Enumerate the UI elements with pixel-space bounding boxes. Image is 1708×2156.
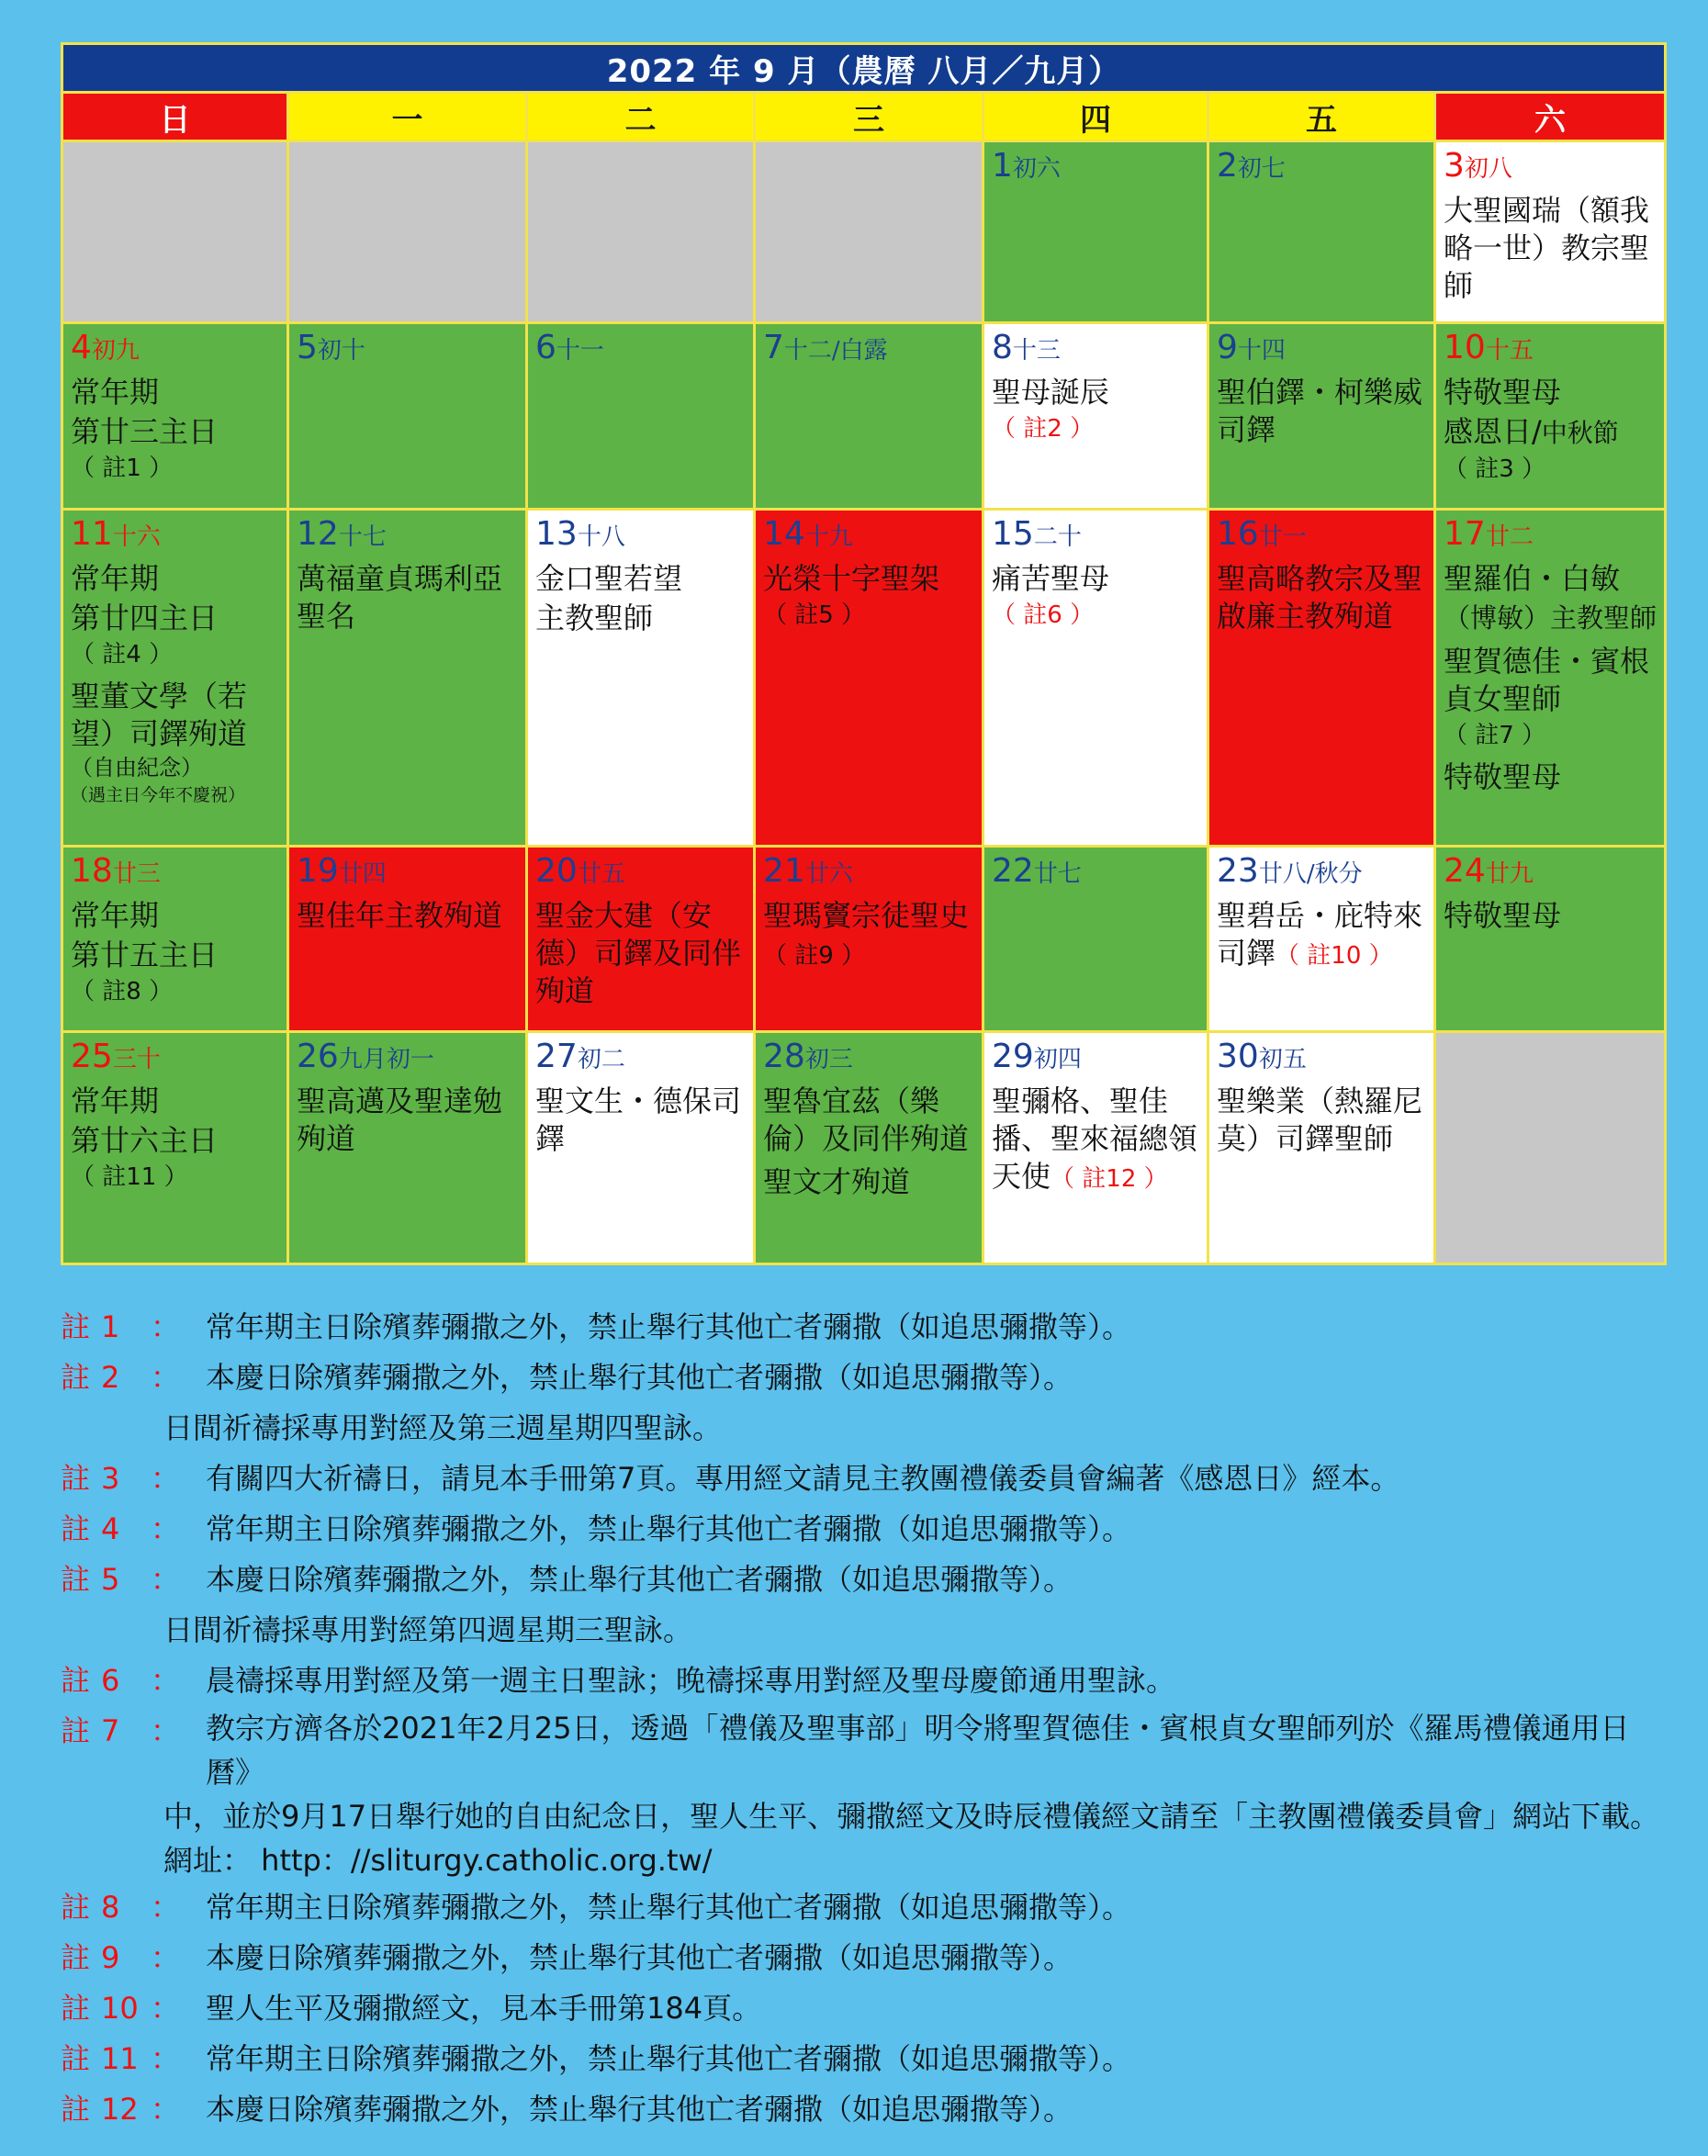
footnote-ref: （ 註7 ） — [1444, 722, 1546, 749]
lunar-date: 二十 — [1033, 523, 1082, 551]
feast-name: 感恩日/中秋節 — [1444, 414, 1619, 449]
day-cell-28 — [755, 1032, 983, 1264]
day-cell-22 — [983, 847, 1208, 1032]
footnote-ref: （ 註8 ） — [71, 978, 174, 1005]
lunar-date: 九月初一 — [338, 1046, 434, 1073]
weekday-tue: 二 — [527, 93, 755, 141]
day-number: 17 — [1444, 515, 1486, 553]
lunar-date: 廿六 — [804, 860, 853, 888]
lunar-date: 十七 — [338, 523, 387, 551]
footnote-1: 註 1 ： 常年期主日除殯葬彌撒之外，禁止舉行其他亡者彌撒（如追思彌撒等）。 — [61, 1309, 1132, 1344]
weekday-fri: 五 — [1208, 93, 1435, 141]
feast-name: 痛苦聖母 — [992, 561, 1110, 596]
feast-name: 金口聖若望 — [535, 561, 683, 596]
day-cell-18 — [62, 847, 288, 1032]
footnote-9: 註 9 ： 本慶日除殯葬彌撒之外，禁止舉行其他亡者彌撒（如追思彌撒等）。 — [61, 1940, 1073, 1975]
footnote-12: 註 12 ： 本慶日除殯葬彌撒之外，禁止舉行其他亡者彌撒（如追思彌撒等）。 — [61, 2092, 1073, 2127]
calendar-title: 2022 年 9 月（農曆 八月／九月） — [62, 44, 1666, 93]
lunar-date: 初四 — [1033, 1046, 1082, 1073]
feast-name: 聖瑪竇宗徒聖史（ 註9 ） — [763, 898, 970, 970]
day-cell-5 — [288, 323, 527, 510]
lunar-date: 初八 — [1464, 155, 1512, 183]
footnote-7-url: 網址： http：//sliturgy.catholic.org.tw/ — [163, 1843, 713, 1878]
day-number: 29 — [992, 1038, 1034, 1075]
footnote-ref: （ 註3 ） — [1444, 455, 1546, 483]
footnote-ref: （ 註9 ） — [763, 942, 866, 970]
day-number: 27 — [535, 1038, 578, 1075]
empty-day-cell — [288, 141, 527, 323]
footnote-ref: （ 註11 ） — [71, 1163, 188, 1191]
feast-name: 特敬聖母 — [1444, 759, 1562, 794]
footnote-5: 註 5 ： 本慶日除殯葬彌撒之外，禁止舉行其他亡者彌撒（如追思彌撒等）。 — [61, 1562, 1073, 1597]
weekday-sun: 日 — [62, 93, 288, 141]
empty-day-cell — [527, 141, 755, 323]
day-cell-10 — [1435, 323, 1666, 510]
day-cell-1 — [983, 141, 1208, 323]
feast-name: 光榮十字聖架 — [763, 561, 940, 596]
empty-day-cell — [755, 141, 983, 323]
day-cell-16 — [1208, 510, 1435, 847]
day-cell-3 — [1435, 141, 1666, 323]
feast-name: 第廿五主日 — [71, 938, 219, 972]
footnote-ref: （ 註10 ） — [1275, 942, 1393, 970]
day-cell-7 — [755, 323, 983, 510]
feast-name: 主教聖師 — [535, 601, 654, 635]
feast-name: 大聖國瑞（額我略一世）教宗聖師 — [1444, 193, 1650, 303]
day-cell-15 — [983, 510, 1208, 847]
lunar-date: 十三 — [1012, 337, 1061, 365]
footnote-ref: （ 註6 ） — [992, 601, 1095, 629]
lunar-date: 廿八/秋分 — [1258, 860, 1363, 888]
feast-name: 萬福童貞瑪利亞聖名 — [297, 561, 503, 634]
day-cell-23 — [1208, 847, 1435, 1032]
lunar-date: 十五 — [1485, 337, 1534, 365]
feast-name: 特敬聖母 — [1444, 898, 1562, 933]
day-number: 26 — [297, 1038, 339, 1075]
day-cell-14 — [755, 510, 983, 847]
lunar-date: 十四 — [1237, 337, 1286, 365]
footnote-ref: （ 註2 ） — [992, 415, 1095, 443]
lunar-date: 廿三 — [112, 860, 161, 888]
day-cell-21 — [755, 847, 983, 1032]
footnote-7: 註 7 ： 教宗方濟各於2021年2月25日，透過「禮儀及聖事部」明令將聖賀德佳・賓根貞女聖師列於《羅馬禮儀通用日曆》 — [61, 1711, 1630, 1790]
day-number: 4 — [71, 329, 92, 366]
day-cell-27 — [527, 1032, 755, 1264]
day-number: 19 — [297, 852, 339, 890]
day-number: 15 — [992, 515, 1034, 553]
day-number: 20 — [535, 852, 578, 890]
day-cell-6 — [527, 323, 755, 510]
footnotes — [61, 1302, 1664, 2135]
day-cell-8 — [983, 323, 1208, 510]
day-cell-20 — [527, 847, 755, 1032]
calendar-table — [61, 42, 1667, 1265]
lunar-date: 十二/白露 — [783, 337, 888, 365]
footnote-ref: （ 註5 ） — [763, 601, 866, 629]
feast-name: 常年期 — [71, 1084, 160, 1118]
day-number: 11 — [71, 515, 113, 553]
day-number: 21 — [763, 852, 805, 890]
footnote-2: 註 2 ： 本慶日除殯葬彌撒之外，禁止舉行其他亡者彌撒（如追思彌撒等）。 — [61, 1360, 1073, 1395]
empty-day-cell — [1435, 1032, 1666, 1264]
day-number: 18 — [71, 852, 113, 890]
feast-name: 聖魯宜茲（樂倫）及同伴殉道 — [763, 1084, 970, 1156]
feast-name: 聖樂業（熱羅尼莫）司鐸聖師 — [1217, 1084, 1423, 1156]
lunar-date: 十一 — [556, 337, 604, 365]
lunar-date: 三十 — [112, 1046, 161, 1073]
day-number: 12 — [297, 515, 339, 553]
feast-name: 第廿三主日 — [71, 414, 219, 449]
lunar-date: 十六 — [112, 523, 161, 551]
lunar-date: 廿四 — [338, 860, 387, 888]
day-cell-19 — [288, 847, 527, 1032]
lunar-date: 初五 — [1258, 1046, 1307, 1073]
day-number: 16 — [1217, 515, 1259, 553]
weekday-mon: 一 — [288, 93, 527, 141]
feast-rank: （自由紀念） — [71, 755, 203, 780]
feast-name: 聖金大建（安德）司鐸及同伴殉道 — [535, 898, 742, 1008]
day-cell-17 — [1435, 510, 1666, 847]
day-number: 25 — [71, 1038, 113, 1075]
feast-remark: （遇主日今年不慶祝） — [71, 785, 246, 805]
feast-name: 聖佳年主教殉道 — [297, 898, 503, 933]
lunar-date: 廿七 — [1033, 860, 1082, 888]
footnote-ref: （ 註4 ） — [71, 641, 174, 668]
footnote-6: 註 6 ： 晨禱採專用對經及第一週主日聖詠；晚禱採專用對經及聖母慶節通用聖詠。 — [61, 1663, 1176, 1698]
weekday-thu: 四 — [983, 93, 1208, 141]
feast-name: 第廿六主日 — [71, 1123, 219, 1158]
day-number: 10 — [1444, 329, 1486, 366]
day-number: 9 — [1217, 329, 1238, 366]
lunar-date: 廿一 — [1258, 523, 1307, 551]
lunar-date: 初二 — [577, 1046, 625, 1073]
day-cell-26 — [288, 1032, 527, 1264]
feast-name: 聖文才殉道 — [763, 1164, 911, 1199]
lunar-date: 初六 — [1012, 155, 1061, 183]
day-cell-13 — [527, 510, 755, 847]
footnote-3: 註 3 ： 有關四大祈禱日，請見本手冊第7頁。專用經文請見主教團禮儀委員會編著《感恩日》經本。 — [61, 1461, 1400, 1496]
footnote-ref: （ 註12 ） — [1051, 1165, 1168, 1193]
feast-name: 聖母誕辰 — [992, 375, 1110, 410]
lunar-date: 十八 — [577, 523, 625, 551]
day-number: 14 — [763, 515, 805, 553]
lunar-date: 初九 — [91, 337, 140, 365]
weekday-sat: 六 — [1435, 93, 1666, 141]
lunar-date: 初十 — [317, 337, 365, 365]
day-number: 28 — [763, 1038, 805, 1075]
feast-name: 聖羅伯・白敏 — [1444, 561, 1621, 596]
day-number: 1 — [992, 147, 1013, 185]
feast-name: 聖高略教宗及聖啟廉主教殉道 — [1217, 561, 1423, 634]
day-number: 30 — [1217, 1038, 1259, 1075]
feast-name: 聖賀德佳・賓根貞女聖師 — [1444, 644, 1650, 716]
day-number: 24 — [1444, 852, 1486, 890]
day-cell-30 — [1208, 1032, 1435, 1264]
feast-name: 常年期 — [71, 561, 160, 596]
feast-name: 聖伯鐸・柯樂威司鐸 — [1217, 375, 1423, 447]
feast-name: 常年期 — [71, 898, 160, 933]
lunar-date: 十九 — [804, 523, 853, 551]
feast-name: （博敏）主教聖師 — [1444, 602, 1657, 634]
day-number: 5 — [297, 329, 318, 366]
empty-day-cell — [62, 141, 288, 323]
footnote-ref: （ 註1 ） — [71, 455, 174, 482]
feast-name: 特敬聖母 — [1444, 375, 1562, 410]
feast-name: 聖碧岳・庇特來司鐸（ 註10 ） — [1217, 898, 1423, 971]
day-cell-25 — [62, 1032, 288, 1264]
lunar-date: 初七 — [1237, 155, 1286, 183]
footnote-8: 註 8 ： 常年期主日除殯葬彌撒之外，禁止舉行其他亡者彌撒（如追思彌撒等）。 — [61, 1890, 1132, 1925]
lunar-date: 初三 — [804, 1046, 853, 1073]
day-number: 2 — [1217, 147, 1238, 185]
day-cell-11 — [62, 510, 288, 847]
feast-name: 聖高邁及聖達勉殉道 — [297, 1084, 503, 1156]
day-number: 6 — [535, 329, 556, 366]
feast-name: 聖董文學（若望）司鐸殉道 — [71, 679, 248, 751]
weekday-wed: 三 — [755, 93, 983, 141]
day-number: 8 — [992, 329, 1013, 366]
day-number: 3 — [1444, 147, 1465, 185]
lunar-date: 廿二 — [1485, 523, 1534, 551]
footnote-10: 註 10 ： 聖人生平及彌撒經文，見本手冊第184頁。 — [61, 1991, 762, 2026]
day-cell-12 — [288, 510, 527, 847]
footnote-7-continued: 中，並於9月17日舉行她的自由紀念日，聖人生平、彌撒經文及時辰禮儀經文請至「主教團禮儀委員會」網站下載。 — [163, 1799, 1660, 1834]
day-cell-4 — [62, 323, 288, 510]
footnote-4: 註 4 ： 常年期主日除殯葬彌撒之外，禁止舉行其他亡者彌撒（如追思彌撒等）。 — [61, 1511, 1132, 1546]
feast-name: 聖文生・德保司鐸 — [535, 1084, 742, 1156]
day-cell-9 — [1208, 323, 1435, 510]
lunar-date: 廿九 — [1485, 860, 1534, 888]
day-number: 22 — [992, 852, 1034, 890]
footnote-2-continued: 日間祈禱採專用對經及第三週星期四聖詠。 — [163, 1410, 723, 1445]
footnote-5-continued: 日間祈禱採專用對經第四週星期三聖詠。 — [163, 1612, 693, 1647]
feast-name: 第廿四主日 — [71, 601, 219, 635]
day-number: 7 — [763, 329, 784, 366]
day-cell-2 — [1208, 141, 1435, 323]
feast-name: 常年期 — [71, 375, 160, 410]
lunar-date: 廿五 — [577, 860, 625, 888]
feast-name: 聖彌格、聖佳播、聖來福總領天使（ 註12 ） — [992, 1084, 1198, 1194]
day-number: 13 — [535, 515, 578, 553]
day-cell-24 — [1435, 847, 1666, 1032]
footnote-11: 註 11 ： 常年期主日除殯葬彌撒之外，禁止舉行其他亡者彌撒（如追思彌撒等）。 — [61, 2041, 1132, 2076]
day-number: 23 — [1217, 852, 1259, 890]
day-cell-29 — [983, 1032, 1208, 1264]
